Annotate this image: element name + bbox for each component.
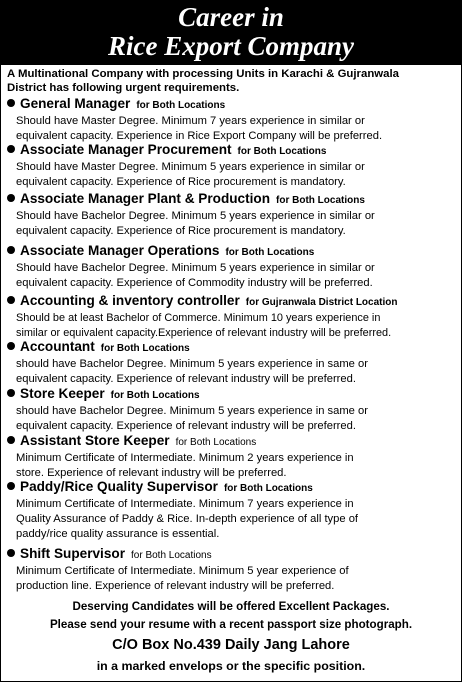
ad-header-banner: [1, 1, 461, 65]
job-accountant: [7, 339, 459, 387]
job-paddy-rice-quality-supervisor: [7, 479, 459, 542]
job-requirement-line: equivalent capacity. Experience of Rice procurement is mandatory.: [16, 176, 346, 188]
job-requirement-line: Should be at least Bachelor of Commerce. Minimum 10 years experience in: [16, 312, 381, 324]
job-location: for Both Locations: [237, 146, 327, 157]
intro-line-1: A Multinational Company with processing Units in Karachi & Gujranwala: [7, 68, 399, 80]
job-location: for Both Locations: [100, 343, 190, 354]
job-requirement-line: production line. Experience of relevant industry will be preferred.: [16, 580, 335, 592]
job-requirement-line: should have Bachelor Degree. Minimum 5 years experience in same or: [16, 358, 368, 370]
job-requirement-line: paddy/rice quality assurance is essential.: [16, 528, 220, 540]
job-location: for Both Locations: [175, 437, 257, 448]
job-location: for Both Locations: [131, 550, 212, 561]
job-requirement-line: should have Bachelor Degree. Minimum 5 years experience in same or: [16, 405, 368, 417]
bullet-icon: [7, 246, 15, 254]
bullet-icon: [7, 145, 15, 153]
job-title: Associate Manager Plant & Production: [20, 191, 271, 206]
job-associate-manager-plant-production: [7, 191, 459, 239]
job-store-keeper: [7, 386, 459, 434]
header-title-line-2: Rice Export Company: [107, 31, 354, 61]
job-heading: [7, 191, 459, 209]
job-shift-supervisor: [7, 546, 459, 594]
packages-note: Deserving Candidates will be offered Excellent Packages.: [72, 600, 390, 613]
job-title: Accountant: [20, 339, 95, 354]
bullet-icon: [7, 389, 15, 397]
job-title: Accounting & inventory controller: [20, 293, 240, 308]
job-requirement-line: Minimum Certificate of Intermediate. Minimum 7 years experience in: [16, 498, 354, 510]
job-requirement-line: similar or equivalent capacity.Experience of relevant industry will be preferred.: [16, 327, 392, 339]
bullet-icon: [7, 296, 15, 304]
job-requirement-line: equivalent capacity. Experience of relevant industry will be preferred.: [16, 373, 356, 385]
job-location: for Both Locations: [136, 100, 226, 111]
contact-address: C/O Box No.439 Daily Jang Lahore: [112, 637, 350, 653]
job-heading: [7, 546, 459, 564]
job-requirement-line: equivalent capacity. Experience in Rice Export Company will be preferred.: [16, 130, 383, 142]
job-requirement-line: Minimum Certificate of Intermediate. Minimum 5 year experience of: [16, 565, 349, 577]
job-requirement-line: Minimum Certificate of Intermediate. Minimum 2 years experience in: [16, 452, 354, 464]
job-requirement-line: Quality Assurance of Paddy & Rice. In-depth experience of all type of: [16, 513, 359, 525]
job-general-manager: [7, 96, 459, 144]
intro-line-2: District has following urgent requirements.: [7, 82, 240, 94]
job-heading: [7, 339, 459, 357]
job-requirement-line: Should have Bachelor Degree. Minimum 5 years experience in similar or: [16, 262, 375, 274]
job-heading: [7, 96, 459, 114]
job-requirement-line: equivalent capacity. Experience of Commodity industry will be preferred.: [16, 277, 373, 289]
job-heading: [7, 479, 459, 497]
job-assistant-store-keeper: [7, 433, 459, 481]
job-requirement-line: equivalent capacity. Experience of Rice procurement is mandatory.: [16, 225, 346, 237]
job-title: General Manager: [20, 96, 131, 111]
job-location: for Both Locations: [225, 247, 315, 258]
job-title: Shift Supervisor: [20, 546, 125, 561]
bullet-icon: [7, 99, 15, 107]
job-location: for Both Locations: [110, 390, 200, 401]
job-heading: [7, 293, 459, 311]
job-heading: [7, 386, 459, 404]
bullet-icon: [7, 194, 15, 202]
job-associate-manager-procurement: [7, 142, 459, 190]
job-heading: [7, 142, 459, 160]
job-requirement-line: Should have Master Degree. Minimum 5 years experience in similar or: [16, 161, 365, 173]
send-resume-note: Please send your resume with a recent passport size photograph.: [49, 618, 413, 631]
job-title: Associate Manager Procurement: [20, 142, 232, 157]
bullet-icon: [7, 482, 15, 490]
job-requirement-line: Should have Master Degree. Minimum 7 years experience in similar or: [16, 115, 365, 127]
job-location: for Both Locations: [223, 483, 313, 494]
job-requirement-line: equivalent capacity. Experience of relevant industry will be preferred.: [16, 420, 356, 432]
bullet-icon: [7, 342, 15, 350]
job-title: Paddy/Rice Quality Supervisor: [20, 479, 218, 494]
job-title: Store Keeper: [20, 386, 105, 401]
bullet-icon: [7, 549, 15, 557]
job-title: Associate Manager Operations: [20, 243, 220, 258]
job-title: Assistant Store Keeper: [20, 433, 170, 448]
job-requirement-line: Should have Bachelor Degree. Minimum 5 years experience in similar or: [16, 210, 375, 222]
envelope-note: in a marked envelops or the specific position.: [96, 659, 366, 673]
job-location: for Both Locations: [276, 195, 365, 206]
job-requirement-line: store. Experience of relevant industry will be preferred.: [16, 467, 287, 479]
intro-paragraph: [7, 67, 459, 95]
header-title-line-1: Career in: [178, 2, 284, 32]
job-location: for Gujranwala District Location: [245, 297, 398, 308]
job-heading: [7, 243, 459, 261]
job-heading: [7, 433, 459, 451]
job-accounting-inventory-controller: [7, 293, 459, 341]
job-associate-manager-operations: [7, 243, 459, 291]
bullet-icon: [7, 436, 15, 444]
